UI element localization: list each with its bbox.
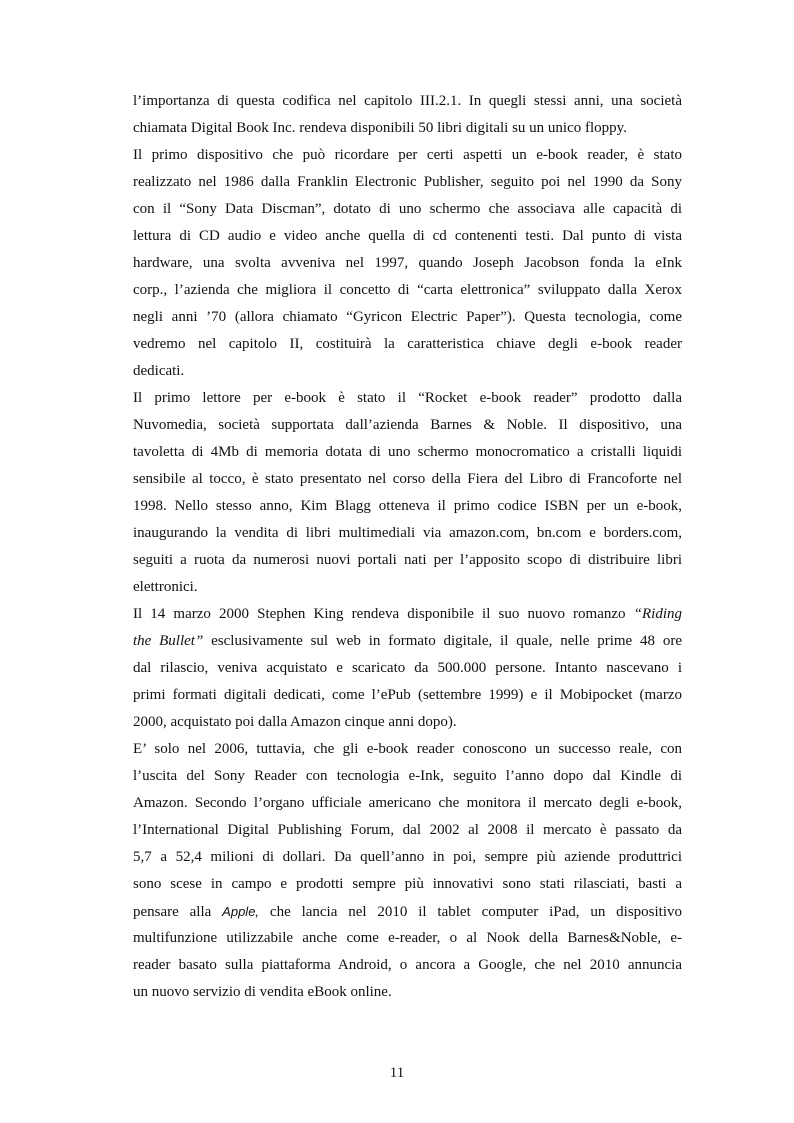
text-line: realizzato nel 1986 dalla Franklin Electronic Publisher, seguito poi nel 1990 da Sony xyxy=(133,174,682,190)
text-line: dedicati. xyxy=(133,363,185,379)
text-line xyxy=(133,898,682,925)
text-line: 5,7 a 52,4 milioni di dollari. Da quell’anno in poi, sempre più aziende produttrici xyxy=(133,849,682,865)
text-line: multifunzione utilizzabile anche come e-reader, o al Nook della Barnes&Noble, e- xyxy=(133,930,682,946)
text-line: hardware, una svolta avveniva nel 1997, quando Joseph Jacobson fonda la eInk xyxy=(133,255,682,271)
text-line: un nuovo servizio di vendita eBook online. xyxy=(133,984,392,1000)
italic-title-segment: “Riding xyxy=(633,606,683,622)
text-line: tavoletta di 4Mb di memoria dotata di uno schermo monocromatico a cristalli liquidi xyxy=(133,444,682,460)
text-line: 1998. Nello stesso anno, Kim Blagg otteneva il primo codice ISBN per un e-book, xyxy=(133,498,682,514)
text-line: Nuvomedia, società supportata dall’azienda Barnes & Noble. Il dispositivo, una xyxy=(133,417,682,433)
text-line: Il primo lettore per e-book è stato il “Rocket e-book reader” prodotto dalla xyxy=(133,390,682,406)
text-line xyxy=(133,628,682,655)
text-line: seguiti a ruota da numerosi nuovi portali nati per l’apposito scopo di distribuire libri xyxy=(133,552,682,568)
text-line xyxy=(133,601,682,628)
text-line: l’importanza di questa codifica nel capitolo III.2.1. In quegli stessi anni, una società xyxy=(133,93,682,109)
text-line: con il “Sony Data Discman”, dotato di uno schermo che associava alle capacità di xyxy=(133,201,682,217)
page-body xyxy=(133,88,682,1006)
text-line: sensibile al tocco, è stato presentato nel corso della Fiera del Libro di Francoforte nel xyxy=(133,471,682,487)
text-segment: esclusivamente sul web in formato digitale, il quale, nelle prime 48 ore xyxy=(211,633,683,649)
text-segment: che lancia nel 2010 il tablet computer iPad, un dispositivo xyxy=(269,904,683,920)
text-line: negli anni ’70 (allora chiamato “Gyricon Electric Paper”). Questa tecnologia, come xyxy=(133,309,682,325)
text-segment: Il 14 marzo 2000 Stephen King rendeva disponibile il suo nuovo romanzo xyxy=(133,606,626,622)
text-line: 2000, acquistato poi dalla Amazon cinque anni dopo). xyxy=(133,714,457,730)
page-number: 11 xyxy=(389,1065,405,1081)
text-line: dal rilascio, veniva acquistato e scaricato da 500.000 persone. Intanto nascevano i xyxy=(133,660,682,676)
text-line: l’uscita del Sony Reader con tecnologia e-Ink, seguito l’anno dopo dal Kindle di xyxy=(133,768,682,784)
text-line: inaugurando la vendita di libri multimediali via amazon.com, bn.com e borders.com, xyxy=(133,525,682,541)
text-segment: pensare alla xyxy=(133,904,212,920)
text-line: l’International Digital Publishing Forum, dal 2002 al 2008 il mercato è passato da xyxy=(133,822,682,838)
text-line: vedremo nel capitolo II, costituirà la caratteristica chiave degli e-book reader xyxy=(133,336,682,352)
italic-title-segment: the Bullet” xyxy=(133,633,204,649)
text-line: E’ solo nel 2006, tuttavia, che gli e-book reader conoscono un successo reale, con xyxy=(133,741,682,757)
text-line: chiamata Digital Book Inc. rendeva disponibili 50 libri digitali su un unico floppy. xyxy=(133,120,627,136)
text-line: Amazon. Secondo l’organo ufficiale americano che monitora il mercato degli e-book, xyxy=(133,795,682,811)
text-line: reader basato sulla piattaforma Android, o ancora a Google, che nel 2010 annuncia xyxy=(133,957,682,973)
text-line: elettronici. xyxy=(133,579,198,595)
text-line: corp., l’azienda che migliora il concetto di “carta elettronica” sviluppato dalla Xerox xyxy=(133,282,682,298)
text-line: lettura di CD audio e video anche quella di cd contenenti testi. Dal punto di vista xyxy=(133,228,682,244)
text-line: primi formati digitali dedicati, come l’ePub (settembre 1999) e il Mobipocket (marzo xyxy=(133,687,682,703)
text-line: Il primo dispositivo che può ricordare per certi aspetti un e-book reader, è stato xyxy=(133,147,682,163)
text-line: sono scese in campo e prodotti sempre più innovativi sono stati rilasciati, basti a xyxy=(133,876,682,892)
italic-brand-segment: Apple, xyxy=(222,904,260,919)
